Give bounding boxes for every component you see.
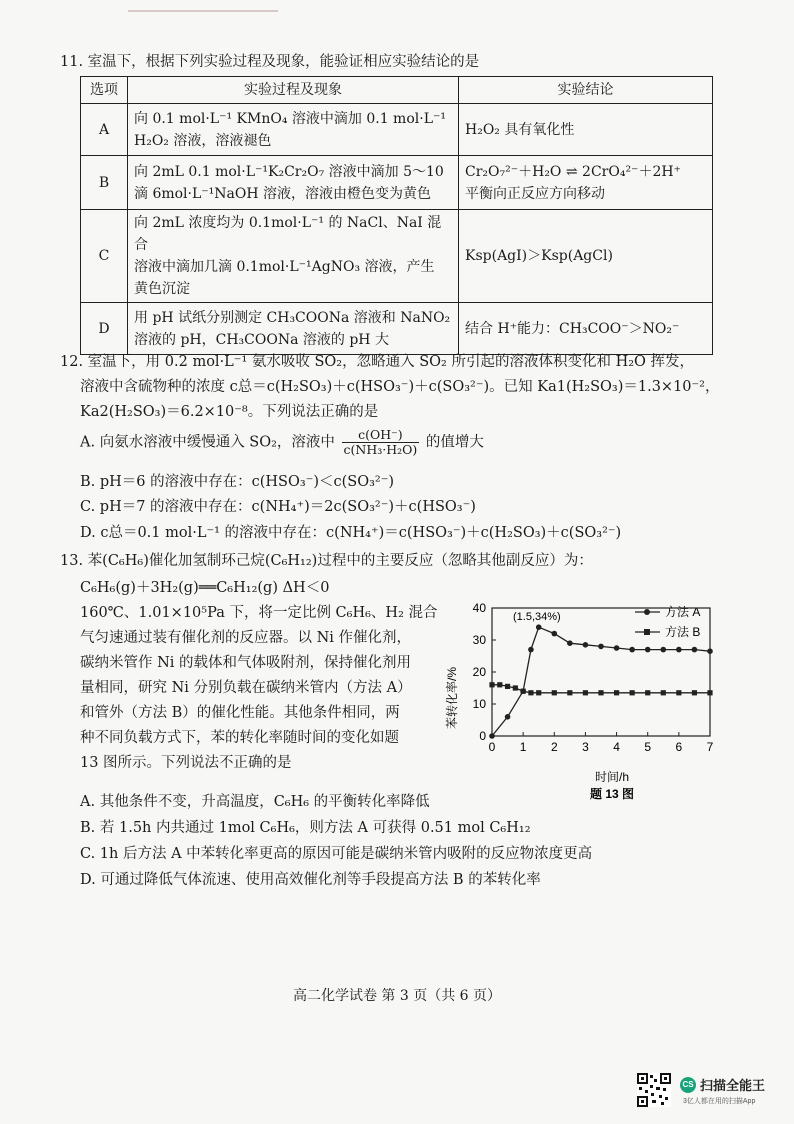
x-tick-label: 2 <box>550 740 558 754</box>
data-point-b <box>661 690 666 695</box>
data-point-b <box>513 685 518 690</box>
data-point-a <box>707 648 713 654</box>
x-tick-label: 7 <box>706 740 714 754</box>
data-point-b <box>552 690 557 695</box>
scanner-app-tagline: 3亿人都在用的扫描App <box>683 1098 756 1105</box>
q13-option-b: B. 若 1.5h 内共通过 1mol C₆H₆，则方法 A 可获得 0.51 mol C₆H₁₂ <box>80 820 531 836</box>
data-point-b <box>630 690 635 695</box>
header-process: 实验过程及现象 <box>128 77 459 104</box>
data-point-a <box>629 647 635 653</box>
data-point-a <box>614 645 620 651</box>
q12-line-1: 12. 室温下，用 0.2 mol·L⁻¹ 氨水吸收 SO₂，忽略通入 SO₂ 所引起的溶液体积变化和 H₂O 挥发， <box>60 354 695 370</box>
row-conclusion <box>459 156 713 210</box>
x-tick-label: 1 <box>519 740 527 754</box>
row-process <box>128 210 459 303</box>
data-point-b <box>614 690 619 695</box>
q12-option-d: D. c总＝0.1 mol·L⁻¹ 的溶液中存在：c(NH₄⁺)＝c(HSO₃⁻)＋c(H₂SO₃)＋c(SO₃²⁻) <box>80 525 622 541</box>
row-conclusion <box>459 210 713 303</box>
conversion-chart <box>440 598 725 803</box>
data-point-b <box>598 690 603 695</box>
qr-code-icon <box>637 1073 671 1107</box>
y-tick-label: 0 <box>479 729 486 743</box>
q13-option-d: D. 可通过降低气体流速、使用高效催化剂等手段提高方法 B 的苯转化率 <box>80 872 541 888</box>
conclusion-line: Cr₂O₇²⁻＋H₂O ⇌ 2CrO₄²⁻＋2H⁺ <box>465 163 681 180</box>
option-a-prefix: A. 向氨水溶液中缓慢通入 SO₂，溶液中 <box>80 434 335 451</box>
data-point-b <box>583 690 588 695</box>
data-point-b <box>707 690 712 695</box>
top-scan-mark <box>128 10 278 12</box>
data-point-a <box>660 647 666 653</box>
fraction-numerator: c(OH⁻) <box>342 428 420 443</box>
legend-marker-b <box>644 629 650 635</box>
q12-line-3: Ka2(H₂SO₃)＝6.2×10⁻⁸。下列说法正确的是 <box>80 404 379 420</box>
q13-line-1: 13. 苯(C₆H₆)催化加氢制环己烷(C₆H₁₂)过程中的主要反应（忽略其他副反应）为： <box>60 553 593 569</box>
data-point-b <box>521 689 526 694</box>
y-tick-label: 10 <box>472 697 486 711</box>
q12-option-b: B. pH＝6 的溶液中存在：c(HSO₃⁻)＜c(SO₃²⁻) <box>80 474 395 490</box>
process-line: H₂O₂ 溶液，溶液褪色 <box>134 132 272 149</box>
table-row <box>81 303 713 355</box>
chart-ylabel: 苯转化率/% <box>445 666 459 730</box>
data-point-a <box>583 642 589 648</box>
q13-option-c: C. 1h 后方法 A 中苯转化率更高的原因可能是碳纳米管内吸附的反应物浓度更高 <box>80 846 593 862</box>
q13-line-5: 碳纳米管作 Ni 的载体和气体吸附剂，保持催化剂用 <box>80 655 412 671</box>
option-a-suffix: 的值增大 <box>425 434 484 451</box>
data-point-a <box>489 733 495 739</box>
process-line: 溶液的 pH，CH₃COONa 溶液的 pH 大 <box>134 331 389 348</box>
x-tick-label: 0 <box>488 740 496 754</box>
process-line: 向 2mL 0.1 mol·L⁻¹K₂Cr₂O₇ 溶液中滴加 5～10 <box>134 163 444 180</box>
row-option: B <box>81 156 128 210</box>
data-point-a <box>598 644 604 650</box>
data-point-b <box>536 690 541 695</box>
x-tick-label: 5 <box>644 740 652 754</box>
data-point-b <box>645 690 650 695</box>
data-point-b <box>505 684 510 689</box>
q13-line-4: 气匀速通过装有催化剂的反应器。以 Ni 作催化剂， <box>80 630 412 646</box>
x-tick-label: 6 <box>675 740 683 754</box>
row-option: C <box>81 210 128 303</box>
legend-label-a: 方法 A <box>665 605 701 619</box>
table-row <box>81 210 713 303</box>
data-point-a <box>567 640 573 646</box>
header-option: 选项 <box>81 77 128 104</box>
x-tick-label: 3 <box>582 740 589 754</box>
camscanner-logo-icon: CS <box>680 1077 696 1093</box>
row-conclusion <box>459 303 713 355</box>
chart-annotation: (1.5,34%) <box>513 611 561 623</box>
conclusion-line: 结合 H⁺能力：CH₃COO⁻＞NO₂⁻ <box>465 320 680 337</box>
legend-marker-a <box>644 609 650 615</box>
data-point-a <box>676 647 682 653</box>
data-point-b <box>692 690 697 695</box>
data-point-b <box>489 682 494 687</box>
q13-line-9: 13 图所示。下列说法不正确的是 <box>80 755 292 771</box>
process-line: 向 2mL 浓度均为 0.1mol·L⁻¹ 的 NaCl、NaI 混合 <box>134 215 442 253</box>
q12-option-a <box>80 428 484 457</box>
table-header-row <box>81 77 713 104</box>
conclusion-line: Ksp(AgI)＞Ksp(AgCl) <box>465 248 613 264</box>
legend-label-b: 方法 B <box>665 625 701 639</box>
data-point-a <box>692 647 698 653</box>
q11-stem: 11. 室温下，根据下列实验过程及现象，能验证相应实验结论的是 <box>60 54 480 70</box>
row-process <box>128 303 459 355</box>
row-option: D <box>81 303 128 355</box>
q13-line-6: 量相同，研究 Ni 分别负载在碳纳米管内（方法 A） <box>80 680 412 696</box>
q12-line-2: 溶液中含硫物种的浓度 c总＝c(H₂SO₃)＋c(HSO₃⁻)＋c(SO₃²⁻)。已知 Ka1(H₂SO₃)＝1.3×10⁻²， <box>80 379 720 395</box>
row-process <box>128 104 459 156</box>
page-footer: 高二化学试卷 第 3 页（共 6 页） <box>292 988 502 1004</box>
q13-option-a: A. 其他条件不变，升高温度，C₆H₆ 的平衡转化率降低 <box>80 794 430 810</box>
row-conclusion <box>459 104 713 156</box>
process-line: 溶液中滴加几滴 0.1mol·L⁻¹AgNO₃ 溶液，产生 <box>134 259 435 275</box>
q11-table <box>80 76 713 355</box>
x-tick-label: 4 <box>613 740 620 754</box>
row-process <box>128 156 459 210</box>
y-tick-label: 20 <box>472 665 486 679</box>
chart-legend <box>635 604 700 639</box>
data-point-a <box>505 714 511 720</box>
q13-line-3: 160℃、1.01×10⁵Pa 下，将一定比例 C₆H₆、H₂ 混合 <box>80 605 438 621</box>
data-point-a <box>528 647 534 653</box>
process-line: 黄色沉淀 <box>134 281 190 297</box>
process-line: 向 0.1 mol·L⁻¹ KMnO₄ 溶液中滴加 0.1 mol·L⁻¹ <box>134 110 446 127</box>
process-line: 用 pH 试纸分别测定 CH₃COONa 溶液和 NaNO₂ <box>134 309 451 326</box>
chart-caption: 题 13 图 <box>589 787 635 801</box>
table-row <box>81 104 713 156</box>
header-conclusion: 实验结论 <box>459 77 713 104</box>
process-line: 滴 6mol·L⁻¹NaOH 溶液，溶液由橙色变为黄色 <box>134 185 432 202</box>
data-point-a <box>645 647 651 653</box>
fraction <box>342 428 420 457</box>
scanner-app-name: 扫描全能王 <box>700 1078 766 1093</box>
conclusion-line: 平衡向正反应方向移动 <box>465 185 605 202</box>
row-option: A <box>81 104 128 156</box>
y-tick-label: 30 <box>472 633 486 647</box>
q13-line-7: 和管外（方法 B）的催化性能。其他条件相同，两 <box>80 705 400 721</box>
chart-xlabel: 时间/h <box>594 770 630 784</box>
q13-line-8: 种不同负载方式下，苯的转化率随时间的变化如题 <box>80 730 399 746</box>
fraction-denominator: c(NH₃·H₂O) <box>343 442 418 457</box>
data-point-b <box>528 690 533 695</box>
conclusion-line: H₂O₂ 具有氧化性 <box>465 121 575 138</box>
q12-option-c: C. pH＝7 的溶液中存在：c(NH₄⁺)＝2c(SO₃²⁻)＋c(HSO₃⁻) <box>80 499 476 515</box>
data-point-b <box>676 690 681 695</box>
data-point-b <box>497 682 502 687</box>
table-row <box>81 156 713 210</box>
data-point-a <box>551 631 557 637</box>
data-point-a <box>536 624 542 630</box>
y-tick-label: 40 <box>472 601 486 615</box>
series-line-a <box>492 627 710 736</box>
data-point-b <box>567 690 572 695</box>
q13-reaction: C₆H₆(g)＋3H₂(g)══C₆H₁₂(g) ΔH＜0 <box>80 580 330 596</box>
